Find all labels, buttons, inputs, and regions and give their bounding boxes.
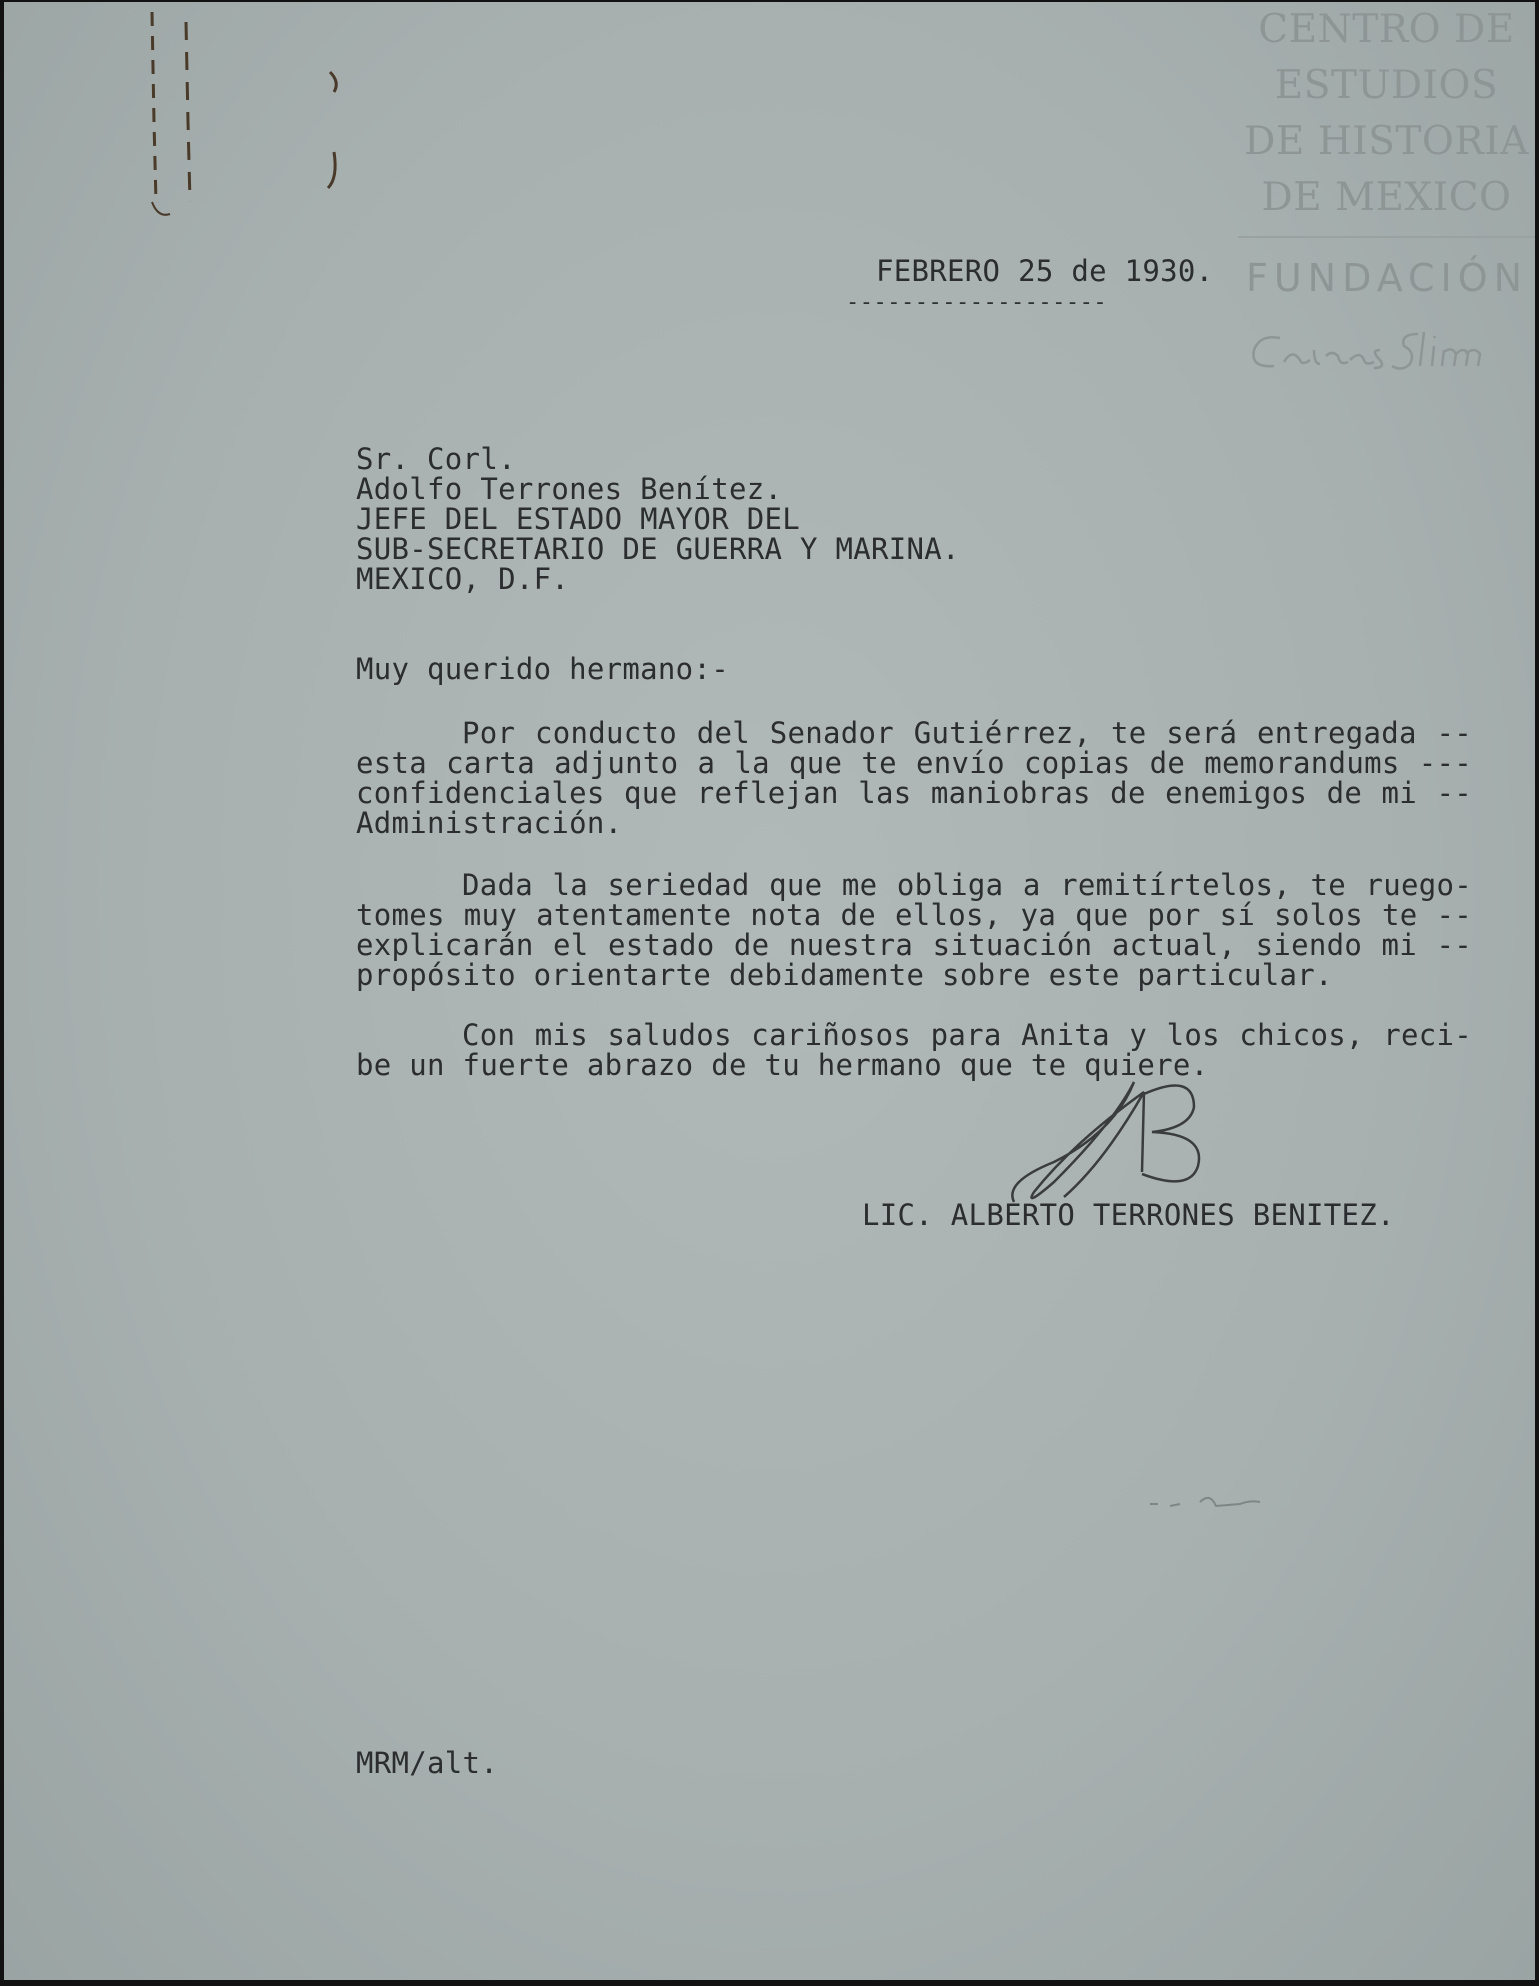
handwritten-signature <box>994 1062 1254 1212</box>
paragraph-1-line-3: confidenciales que reflejan las maniobras de enemigos de mi -- <box>356 776 1472 810</box>
signer-name: LIC. ALBERTO TERRONES BENITEZ. <box>862 1198 1395 1232</box>
watermark-line-4: DE MEXICO <box>1261 175 1512 220</box>
paragraph-1-line-4: Administración. <box>356 806 623 840</box>
watermark-line-1: CENTRO DE <box>1258 7 1515 52</box>
document-page <box>4 2 1535 1980</box>
watermark-signature-logo <box>1240 320 1535 380</box>
paragraph-2-line-1: Dada la seriedad que me obliga a remitírtelos, te ruego- <box>462 868 1472 902</box>
paragraph-1-line-2: esta carta adjunto a la que te envío copias de memorandums --- <box>356 746 1472 780</box>
recipient-title: Sr. Corl. <box>356 442 516 476</box>
paragraph-3-line-2: be un fuerte abrazo de tu hermano que te quiere. <box>356 1048 1209 1082</box>
recipient-name: Adolfo Terrones Benítez. <box>356 472 783 506</box>
recipient-position-2: SUB-SECRETARIO DE GUERRA Y MARINA. <box>356 532 960 566</box>
paragraph-3-line-1: Con mis saludos cariñosos para Anita y los chicos, reci- <box>462 1018 1472 1052</box>
salutation: Muy querido hermano:- <box>356 652 729 686</box>
stray-marks <box>1140 1482 1280 1522</box>
watermark-line-3: DE HISTORIA <box>1244 119 1529 164</box>
recipient-position-1: JEFE DEL ESTADO MAYOR DEL <box>356 502 800 536</box>
staple-marks <box>144 2 364 232</box>
archive-watermark <box>1238 2 1535 262</box>
watermark-foundation: FUNDACIÓN <box>1246 256 1529 300</box>
letter-date: FEBRERO 25 de 1930. <box>876 254 1214 288</box>
paragraph-2-line-2: tomes muy atentamente nota de ellos, ya que por sí solos te -- <box>356 898 1472 932</box>
watermark-line-2: ESTUDIOS <box>1274 63 1499 108</box>
watermark-divider <box>1238 236 1535 238</box>
reference-initials: MRM/alt. <box>356 1746 499 1780</box>
paragraph-1-line-1: Por conducto del Senador Gutiérrez, te será entregada -- <box>462 716 1472 750</box>
recipient-city: MEXICO, D.F. <box>356 562 570 596</box>
paragraph-2-line-4: propósito orientarte debidamente sobre este particular. <box>356 958 1333 992</box>
paragraph-2-line-3: explicarán el estado de nuestra situación actual, siendo mi -- <box>356 928 1472 962</box>
date-underline: ------------------- <box>846 290 1108 315</box>
